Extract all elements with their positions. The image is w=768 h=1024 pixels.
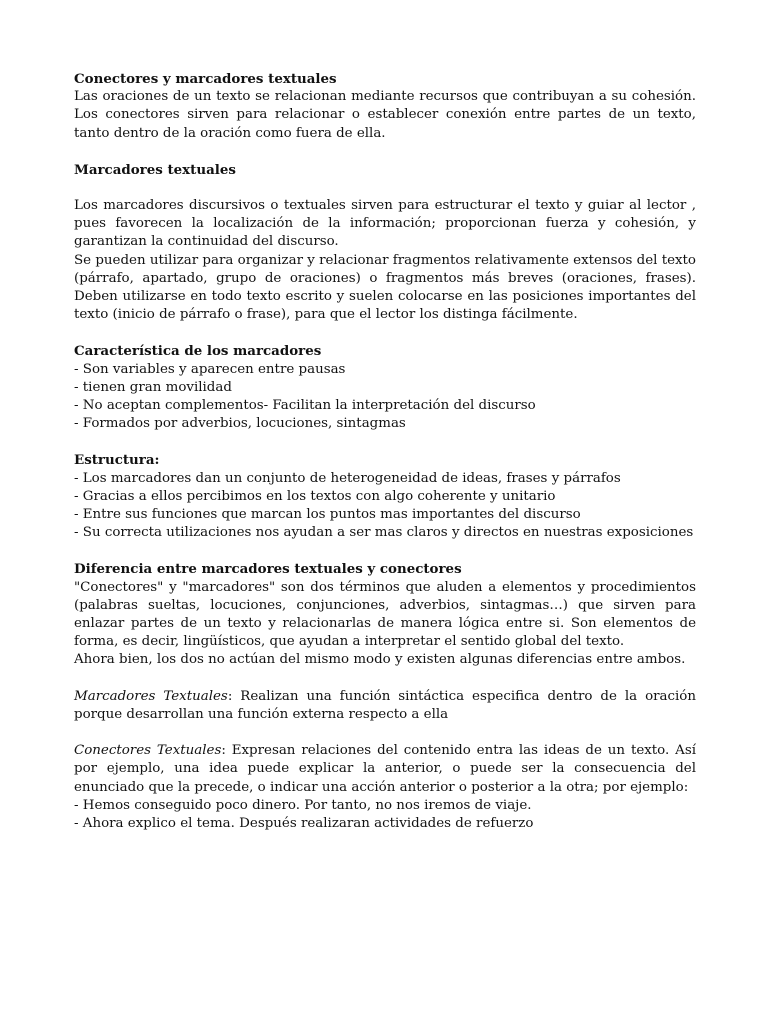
list-item: - Son variables y aparecen entre pausas: [74, 361, 346, 377]
list-item: - Hemos conseguido poco dinero. Por tanto, no nos iremos de viaje.: [74, 797, 532, 813]
list-item: - Gracias a ellos percibimos en los textos con algo coherente y unitario: [74, 488, 556, 504]
list-item: - Entre sus funciones que marcan los puntos mas importantes del discurso: [74, 507, 581, 523]
list-item: - Formados por adverbios, locuciones, sintagmas: [74, 416, 406, 432]
list-item: - No aceptan complementos- Facilitan la interpretación del discurso: [74, 398, 536, 414]
marcadores-paragraph-2: Se pueden utilizar para organizar y relacionar fragmentos relativamente extensos del texto (párrafo, apartado, grupo de oraciones) o fragmentos más breves (oraciones, frases). Deben utilizarse en todo texto escrito y suelen colocarse en las posiciones importantes del texto (inicio de párrafo o frase), para que el lector los distinga fácilmente.: [74, 252, 696, 323]
marcadores-term: Marcadores Textuales: [74, 688, 228, 704]
diferencia-paragraph-2: Ahora bien, los dos no actúan del mismo modo y existen algunas diferencias entre ambos.: [74, 652, 686, 668]
list-item: - Ahora explico el tema. Después realizaran actividades de refuerzo: [74, 815, 534, 831]
conectores-term: Conectores Textuales: [74, 743, 222, 759]
marcadores-definition-text: : Realizan una función sintáctica especifica dentro de la oración porque desarrollan una función externa respecto a ella: [74, 688, 696, 722]
heading-caracteristica: Característica de los marcadores: [74, 343, 322, 360]
heading-conectores-marcadores: Conectores y marcadores textuales: [74, 71, 337, 87]
heading-marcadores-textuales: Marcadores textuales: [74, 161, 236, 178]
diferencia-paragraph-1: "Conectores" y "marcadores" son dos términos que aluden a elementos y procedimientos (palabras sueltas, locuciones, conjunciones, adverbios, sintagmas…) que sirven para enlazar partes de un texto y relacionarlas de manera lógica entre si. Son elementos de forma, es decir, lingüísticos, que ayudan a interpretar el sentido global del texto.: [74, 579, 696, 650]
heading-estructura: Estructura:: [74, 452, 160, 469]
heading-diferencia: Diferencia entre marcadores textuales y conectores: [74, 561, 462, 578]
document-page: [74, 70, 696, 833]
conectores-definition: [74, 742, 696, 797]
marcadores-paragraph-1: Los marcadores discursivos o textuales sirven para estructurar el texto y guiar al lector , pues favorecen la localización de la información; proporcionan fuerza y cohesión, y garantizan la continuidad del discurso.: [74, 198, 696, 250]
intro-paragraph: Las oraciones de un texto se relacionan mediante recursos que contribuyan a su cohesión. Los conectores sirven para relacionar o establecer conexión entre partes de un texto, tanto dentro de la oración como fuera de ella.: [74, 89, 696, 141]
list-item: - Su correcta utilizaciones nos ayudan a ser mas claros y directos en nuestras exposiciones: [74, 525, 694, 541]
list-item: - tienen gran movilidad: [74, 379, 232, 395]
conectores-definition-text: : Expresan relaciones del contenido entra las ideas de un texto. Así por ejemplo, una idea puede explicar la anterior, o puede ser la consecuencia del enunciado que la precede, o indicar una acción anterior o posterior a la otra; por ejemplo:: [74, 743, 696, 795]
marcadores-definition: [74, 688, 696, 724]
list-item: - Los marcadores dan un conjunto de heterogeneidad de ideas, frases y párrafos: [74, 470, 621, 486]
